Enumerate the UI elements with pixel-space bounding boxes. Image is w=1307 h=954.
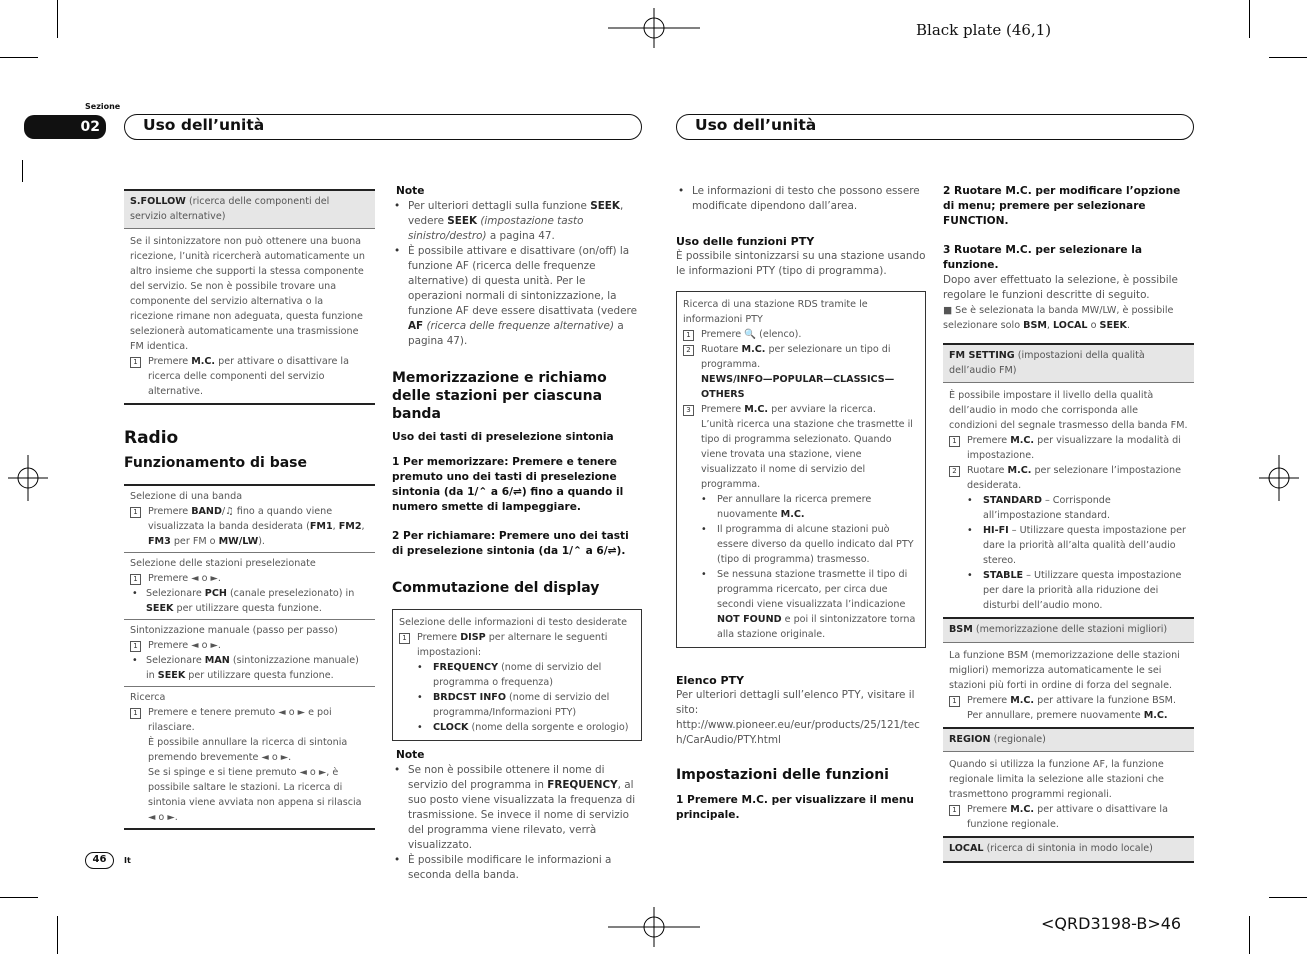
crop-mark — [1249, 0, 1250, 38]
crop-mark — [57, 916, 58, 954]
fm-setting-body: È possibile impostare il livello della qualità dell’audio in modo che corrisponda alle condizioni del segnale trasmesso della banda FM. 1 Premere M.C. per visualizzare la modalità di impostazione. 2 Ruotare M.C. per selezionare l’impostazione desiderata. • STANDARD – Corrisponde all’impostazione standard. • HI-FI – Utilizzare questa impostazione per dare la priorità all’alta qualità dell’audio stereo. • STABLE – Utilizzare questa impostazione per dare la priorità alla riduzione dei disturbi dell’audio mono. — [943, 383, 1194, 617]
page-header-left: Uso dell’unità — [124, 114, 642, 140]
local-header: LOCAL (ricerca di sintonia in modo locale) — [943, 836, 1194, 861]
region-body: Quando si utilizza la funzione AF, la funzione regionale limita la selezione alle stazioni che trasmettono programmi regionali. 1 Premere M.C. per attivare o disattivare la funzione regionale. — [949, 759, 1168, 830]
crop-mark — [1269, 897, 1307, 898]
info-bullet: • Le informazioni di testo che possono essere modificate dipendono dall’area. — [676, 184, 926, 214]
bsm-body: La funzione BSM (memorizzazione delle stazioni migliori) memorizza automaticamente le sei stazioni più forti in ordine di forza del segnale. 1 Premere M.C. per attivare la funzione BSM. Per annullare, premere nuovamente M.C. — [949, 649, 1180, 721]
note-item: • Per ulteriori dettagli sulla funzione SEEK, vedere SEEK (impostazione tasto sinistro/destro) a pagina 47. — [392, 199, 642, 244]
settings-title: Impostazioni delle funzioni — [676, 767, 889, 783]
crop-mark — [0, 57, 38, 58]
column-1 — [124, 189, 375, 830]
plate-label: Black plate (46,1) — [916, 21, 1052, 39]
settings-step-1: 1 Premere M.C. per visualizzare il menu principale. — [676, 794, 914, 821]
settings-step-2: 2 Ruotare M.C. per modificare l’opzione di menu; premere per selezionare FUNCTION. — [943, 185, 1181, 227]
section-number-badge — [24, 115, 106, 139]
seek-cell: Ricerca 1 Premere e tenere premuto ◄ o ► e poi rilasciare. È possibile annullare la ricerca di sintonia premendo brevemente ◄ o ►. Se si spinge e si tiene premuto ◄ o ►, è possibile saltare le stazioni. La ricerca di sintonia viene avviata non appena si rilascia ◄ o ►. — [130, 692, 362, 823]
column-2 — [392, 184, 642, 883]
registration-target-icon — [608, 907, 700, 947]
crop-mark — [57, 0, 58, 38]
registration-target-icon — [1259, 455, 1299, 501]
band-cell: Selezione di una banda 1 Premere BAND/♫ fino a quando viene visualizzata la banda desiderata (FM1, FM2, FM3 per FM o MW/LW). — [124, 486, 375, 553]
language-code: It — [124, 856, 131, 865]
crop-mark — [1269, 57, 1307, 58]
column-4 — [943, 184, 1194, 863]
registration-target-icon — [8, 455, 48, 501]
note-item: • Se non è possibile ottenere il nome di servizio del programma in FREQUENCY, al suo posto viene visualizzata la frequenza di trasmissione. Se invece il nome di servizio del programma viene rilevato, verrà visualizzato. — [392, 763, 642, 853]
section-number: 02 — [80, 119, 100, 135]
basic-ops-table — [124, 484, 375, 830]
settings-step-3: 3 Ruotare M.C. per selezionare la funzione. — [943, 244, 1143, 271]
crop-mark — [22, 160, 23, 182]
page-header-right: Uso dell’unità — [676, 114, 1194, 140]
elenco-text: Per ulteriori dettagli sull’elenco PTY, visitare il sito: — [676, 689, 915, 716]
display-title: Commutazione del display — [392, 580, 600, 596]
pty-title: Uso delle funzioni PTY — [676, 235, 815, 248]
sfollow-body: Se il sintonizzatore non può ottenere una buona ricezione, l’unità ricercherà automaticamente un altro insieme che supporti la stessa componente del servizio. Se non è possibile trovare una componente del servizio alternativa o la ricezione rimane non adeguata, questa funzione selezionerà automaticamente una trasmissione FM identica. 1 Premere M.C. per attivare o disattivare la ricerca delle componenti del servizio alternative. — [130, 236, 365, 397]
sfollow-header: S.FOLLOW (ricerca delle componenti del servizio alternative) — [124, 191, 375, 229]
crop-mark — [1249, 916, 1250, 954]
radio-title: Radio — [124, 428, 179, 448]
functions-table — [943, 343, 1194, 863]
memory-title: Memorizzazione e richiamo delle stazioni per ciascuna banda — [392, 370, 607, 422]
crop-mark — [0, 897, 38, 898]
page-number-badge — [85, 852, 114, 869]
print-code: <QRD3198-B>46 — [1041, 914, 1182, 933]
region-header: REGION (regionale) — [943, 727, 1194, 753]
note-title: Note — [396, 185, 425, 197]
elenco-title: Elenco PTY — [676, 674, 745, 687]
bsm-header: BSM (memorizzazione delle stazioni migliori) — [943, 617, 1194, 643]
pty-text: È possibile sintonizzarsi su una stazione usando le informazioni PTY (tipo di programma). — [676, 250, 926, 277]
note-title: Note — [396, 749, 425, 761]
memory-subtitle: Uso dei tasti di preselezione sintonia — [392, 431, 614, 443]
sfollow-box — [124, 189, 375, 405]
column-3 — [676, 184, 926, 823]
pty-search-box: Ricerca di una stazione RDS tramite le informazioni PTY 1 Premere 🔍 (elenco). 2 Ruotare M.C. per selezionare un tipo di programma. NEWS/INFO—POPULAR—CLASSICS—OTHERS 3 Premere M.C. per avviare la ricerca. L’unità ricerca una stazione che trasmette il tipo di programma selezionato. Quando viene trovata una stazione, viene visualizzato il nome di servizio del programma. • Per annullare la ricerca premere nuovamente M.C. • Il programma di alcune stazioni può essere diverso da quello indicato dal PTY (tipo di programma) trasmesso. • Se nessuna stazione trasmette il tipo di programma ricercato, per circa due secondi viene visualizzata l’indicazione NOT FOUND e poi il sintonizzatore torna alla stazione originale. — [676, 291, 926, 648]
note-item: • È possibile attivare e disattivare (on/off) la funzione AF (ricerca delle frequenze alternative) di questa unità. Per le operazioni normali di sintonizzazione, la funzione AF deve essere disattivata (vedere AF (ricerca delle frequenze alternative) a pagina 47). — [392, 244, 642, 349]
settings-step-3-text: Dopo aver effettuato la selezione, è possibile regolare le funzioni descritte di seguito. — [943, 274, 1178, 301]
memory-step-1: 1 Per memorizzare: Premere e tenere premuto uno dei tasti di preselezione sintonia (da 1/⌃ a 6/⇌) fino a quando il numero smette di lampeggiare. — [392, 456, 624, 513]
settings-note: ■ Se è selezionata la banda MW/LW, è possibile selezionare solo BSM, LOCAL o SEEK. — [943, 305, 1174, 331]
display-box: Selezione delle informazioni di testo desiderate 1 Premere DISP per alternare le seguenti impostazioni: • FREQUENCY (nome di servizio del programma o frequenza) • BRDCST INFO (nome di servizio del programma/Informazioni PTY) • CLOCK (nome della sorgente e orologio) — [392, 609, 642, 741]
base-title: Funzionamento di base — [124, 455, 308, 471]
page-number: 46 — [92, 854, 107, 865]
note-item: • È possibile modificare le informazioni a seconda della banda. — [392, 853, 642, 883]
memory-step-2: 2 Per richiamare: Premere uno dei tasti di preselezione sintonia (da 1/⌃ a 6/⇌). — [392, 530, 629, 557]
registration-target-icon — [608, 8, 700, 48]
manual-tuning-cell: Sintonizzazione manuale (passo per passo) 1 Premere ◄ o ►. • Selezionare MAN (sintonizzazione manuale) in SEEK per utilizzare questa funzione. — [124, 620, 375, 687]
section-label: Sezione — [85, 102, 121, 111]
fm-setting-header: FM SETTING (impostazioni della qualità dell’audio FM) — [943, 345, 1194, 383]
elenco-url[interactable]: http://www.pioneer.eu/eur/products/25/121/tech/CarAudio/PTY.html — [676, 719, 920, 746]
preset-cell: Selezione delle stazioni preselezionate 1 Premere ◄ o ►. • Selezionare PCH (canale preselezionato) in SEEK per utilizzare questa funzione. — [124, 553, 375, 620]
